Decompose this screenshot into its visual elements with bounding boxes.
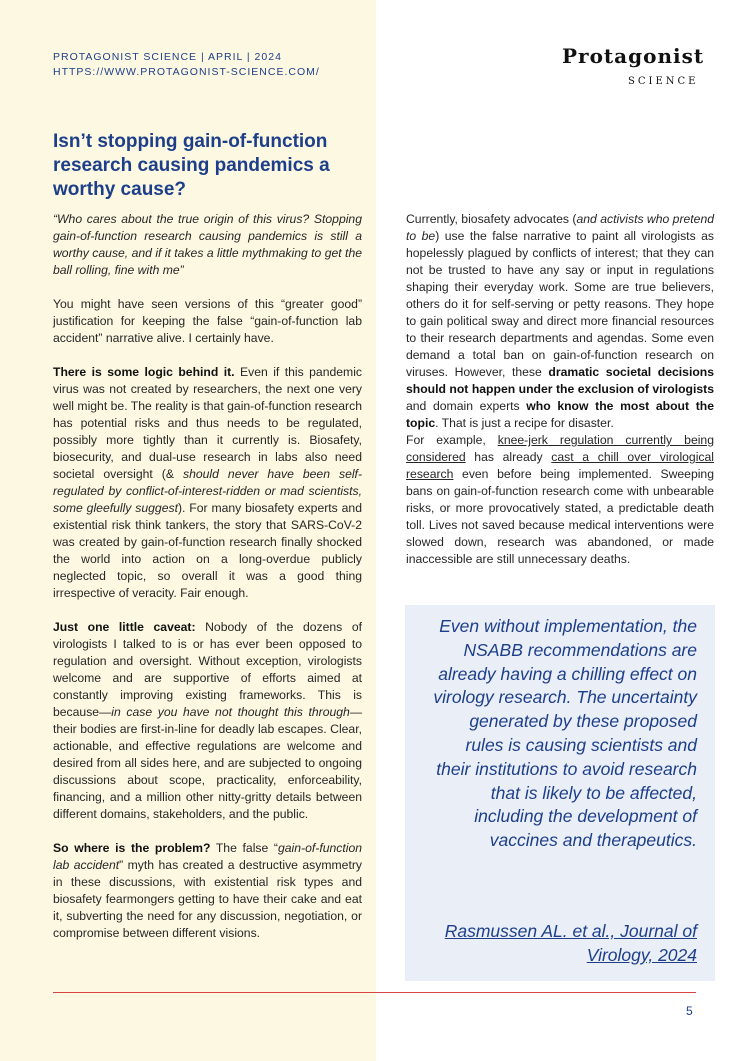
page-number: 5 (686, 1004, 693, 1018)
publication-meta (53, 50, 320, 80)
paragraph-2: There is some logic behind it. Even if this pandemic virus was not created by researchers, the next one very well might be. The reality is that gain-of-function research has potential risks and thus needs to be regulated, possibly more tightly than it currently is. Biosafety, biosecurity, and dual-use research in labs also need societal oversight (& should never have been self-regulated by conflict-of-interest-ridden or mad scientists, some gleefully suggest). For many biosafety experts and existential risk think tankers, the story that SARS-CoV-2 was created by gain-of-function research finally shocked the world into action on a long-overdue publicly neglected topic, so overall it was a good thing irrespective of veracity. Fair enough. (53, 365, 363, 600)
right-column (406, 211, 714, 568)
footer-divider (53, 992, 696, 993)
paragraph-4: So where is the problem? The false “gain-of-function lab accident” myth has created a destructive asymmetry in these discussions, with existential risk types and biosafety fearmongers getting to have their cake and eat it, subverting the need for any discussion, negotiation, or compromise between different visions. (53, 841, 363, 940)
paragraph-6: For example, knee-jerk regulation currently being considered has already cast a chill over virological research even before being implemented. Sweeping bans on gain-of-function research come with unbearable risks, or more provocatively stated, a predictable death toll. Lives not saved because medical interventions were slowed down, research was abandoned, or made inaccessible are still unnecessary deaths. (406, 433, 714, 566)
publication-line: PROTAGONIST SCIENCE | APRIL | 2024 (53, 51, 282, 63)
paragraph-1: You might have seen versions of this “greater good” justification for keeping the false “gain-of-function lab accident” narrative alive. I certainly have. (53, 297, 362, 345)
article-title: Isn’t stopping gain-of-function research causing pandemics a worthy cause? (53, 131, 330, 200)
paragraph-3: Just one little caveat: Nobody of the dozens of virologists I talked to is or has ever been opposed to regulation and oversight. Without exception, virologists welcome and are supportive of efforts aimed at constantly improving existing frameworks. This is because—in case you have not thought this through—their bodies are first-in-line for deadly lab escapes. Clear, actionable, and effective regulations are welcome and desired from all sides here, and are subjected to ongoing discussions about scope, practicality, enforceability, financing, and a million other nitty-gritty details between different domains, stakeholders, and the public. (53, 620, 362, 821)
chill-link[interactable]: cast a chill over virological research (406, 450, 714, 481)
paragraph-5: Currently, biosafety advocates (and activists who pretend to be) use the false narrative to paint all virologists as hopelessly plagued by conflicts of interest; that they can not be trusted to have any say or input in regulations shaping their everyday work. Some are true believers, others do it for self-serving or petty reasons. They hope to gain political sway and direct more financial resources to their research departments and agendas. Some even demand a total ban on gain-of-function research on viruses. However, these dramatic societal decisions should not happen under the exclusion of virologists and domain experts who know the most about the topic. That is just a recipe for disaster. (406, 212, 715, 430)
pull-quote-text: Even without implementation, the NSABB recommendations are already having a chilling effect on virology research. The uncertainty generated by these proposed rules is causing scientists and their institutions to avoid research that is likely to be affected, including the development of vaccines and therapeutics. (433, 616, 697, 851)
brand-logo (562, 44, 705, 92)
logo-wordmark: Protagonist (562, 44, 705, 68)
logo-subtitle: SCIENCE (628, 76, 699, 87)
regulation-link[interactable]: knee-jerk regulation currently being considered (406, 433, 714, 464)
intro-quote: “Who cares about the true origin of this virus? Stopping gain-of-function research causing pandemics is still a worthy cause, and if it takes a little mythmaking to get the ball rolling, fine with me” (53, 212, 362, 277)
pull-quote-box (405, 605, 715, 981)
left-column (53, 211, 362, 959)
citation-link[interactable]: Rasmussen AL. et al., Journal of Virology, 2024 (444, 921, 697, 965)
publication-url[interactable]: HTTPS://WWW.PROTAGONIST-SCIENCE.COM/ (53, 66, 320, 78)
